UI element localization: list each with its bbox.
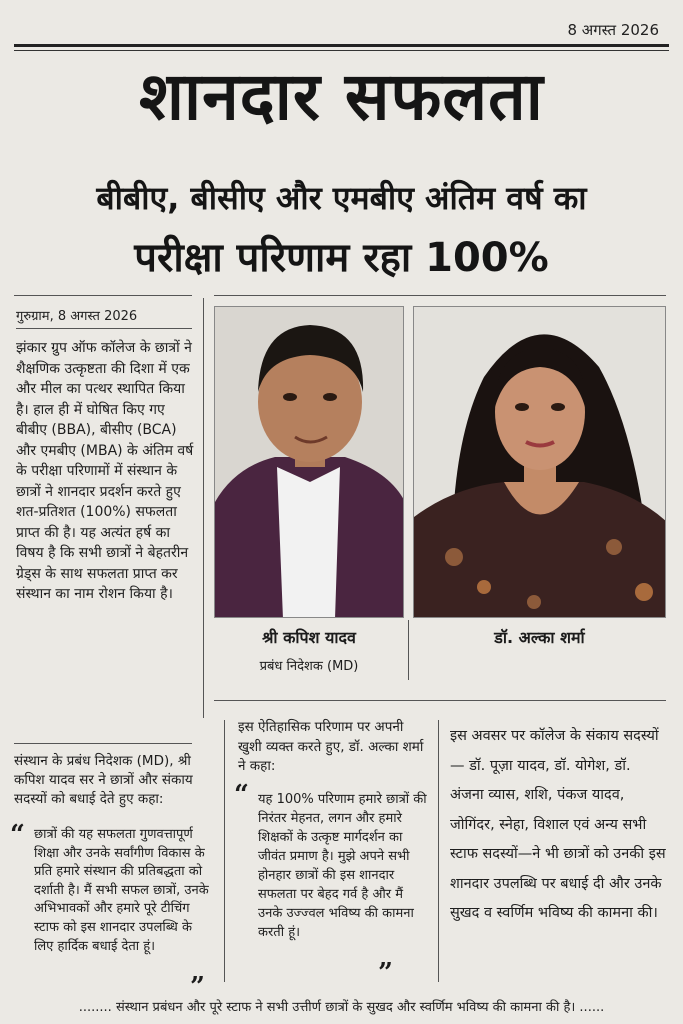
middle-column-quote: यह 100% परिणाम हमारे छात्रों की निरंतर मेहनत, लगन और हमारे शिक्षकों के उत्कृष्ट मार्गदर्शन का जीवंत प्रमाण है। मुझे अपने सभी होनहार छात्रों की इस शानदार सफलता पर बेहद गर्व है और मैं उनके उज्ज्वल भविष्य की कामना करती हूं। (258, 792, 427, 940)
issue-date: 8 अगस्त 2026 (567, 21, 659, 39)
dateline-rule-bottom (16, 328, 192, 329)
photo-alka-sharma (413, 306, 666, 618)
caption-name-kapish: श्री कपिश यादव (262, 628, 356, 647)
right-column-text: इस अवसर पर कॉलेज के संकाय सदस्यों— डॉ. पूज़ा यादव, डॉ. योगेश, डॉ. अंजना व्यास, शशि, पंकज यादव, जोगिंदर, स्नेहा, विशाल एवं अन्य सभी स्टाफ सदस्यों—ने भी छात्रों को उनकी इस शानदार उपलब्धि पर बधाई दी और उनके सुखद व स्वर्णिम भविष्य की कामना की। (450, 728, 666, 921)
lower-section-rule (214, 700, 666, 701)
footer-strip: ........ संस्थान प्रबंधन और पूरे स्टाफ ने सभी उत्तीर्ण छात्रों के सुखद और स्वर्णिम भविष्य की कामना की है। ...... (78, 1000, 605, 1015)
left-column-paragraph-1: झंकार ग्रुप ऑफ कॉलेज के छात्रों ने शैक्षणिक उत्कृष्टता की दिशा में एक और मील का पत्थर स्थापित किया है। हाल ही में घोषित किए गए बीबीए (BBA), बीसीए (BCA) और एमबीए (MBA) के अंतिम वर्ष के परीक्षा परिणामों में संस्थान के छात्रों ने शानदार प्रदर्शन करते हुए शत-प्रतिशत (100%) सफलता प्राप्त की है। यह अत्यंत हर्ष का विषय है कि सभी छात्रों ने बेहतरीन ग्रेड्स के साथ सफलता प्राप्त कर संस्थान का नाम रोशन किया है। (16, 340, 194, 602)
caption-role-kapish: प्रबंध निदेशक (MD) (259, 659, 359, 674)
subheadline-line2: परीक्षा परिणाम रहा 100% (134, 235, 549, 281)
close-quote-icon: ” (190, 972, 205, 1002)
open-quote-icon: “ (10, 820, 25, 850)
caption-name-alka: डॉ. अल्का शर्मा (494, 628, 585, 647)
middle-open-quote-icon: “ (234, 780, 249, 810)
subheadline-line1: बीबीए, बीसीए और एमबीए अंतिम वर्ष का (96, 179, 587, 217)
dateline-rule-top (14, 295, 192, 296)
masthead-rule-thin (14, 50, 669, 51)
photo-rule-top (214, 295, 666, 296)
middle-column-intro: इस ऐतिहासिक परिणाम पर अपनी खुशी व्यक्त करते हुए, डॉ. अल्का शर्मा ने कहा: (238, 719, 424, 774)
left-column-paragraph-2: संस्थान के प्रबंध निदेशक (MD), श्री कपिश यादव सर ने छात्रों और संकाय सदस्यों को बधाई देते हुए कहा: (14, 753, 193, 807)
column-divider-left (203, 298, 204, 718)
headline: शानदार सफलता (139, 58, 544, 135)
dateline: गुरुग्राम, 8 अगस्त 2026 (16, 309, 138, 324)
column-divider-middle (224, 720, 225, 982)
left-column-quote: छात्रों की यह सफलता गुणवत्तापूर्ण शिक्षा और उनके सर्वांगीण विकास के प्रति हमारे संस्थान की प्रतिबद्धता को दर्शाती है। मैं सभी सफल छात्रों, उनके अभिभावकों और हमारे पूरे टीचिंग स्टाफ को इस शानदार उपलब्धि के लिए हार्दिक बधाई देता हूं। (34, 827, 209, 954)
masthead-rule-thick (14, 44, 669, 47)
photo-kapish-yadav (214, 306, 404, 618)
middle-close-quote-icon: ” (378, 958, 393, 988)
column-divider-right (438, 720, 439, 982)
left-column-rule (14, 743, 192, 744)
caption-divider (408, 620, 409, 680)
